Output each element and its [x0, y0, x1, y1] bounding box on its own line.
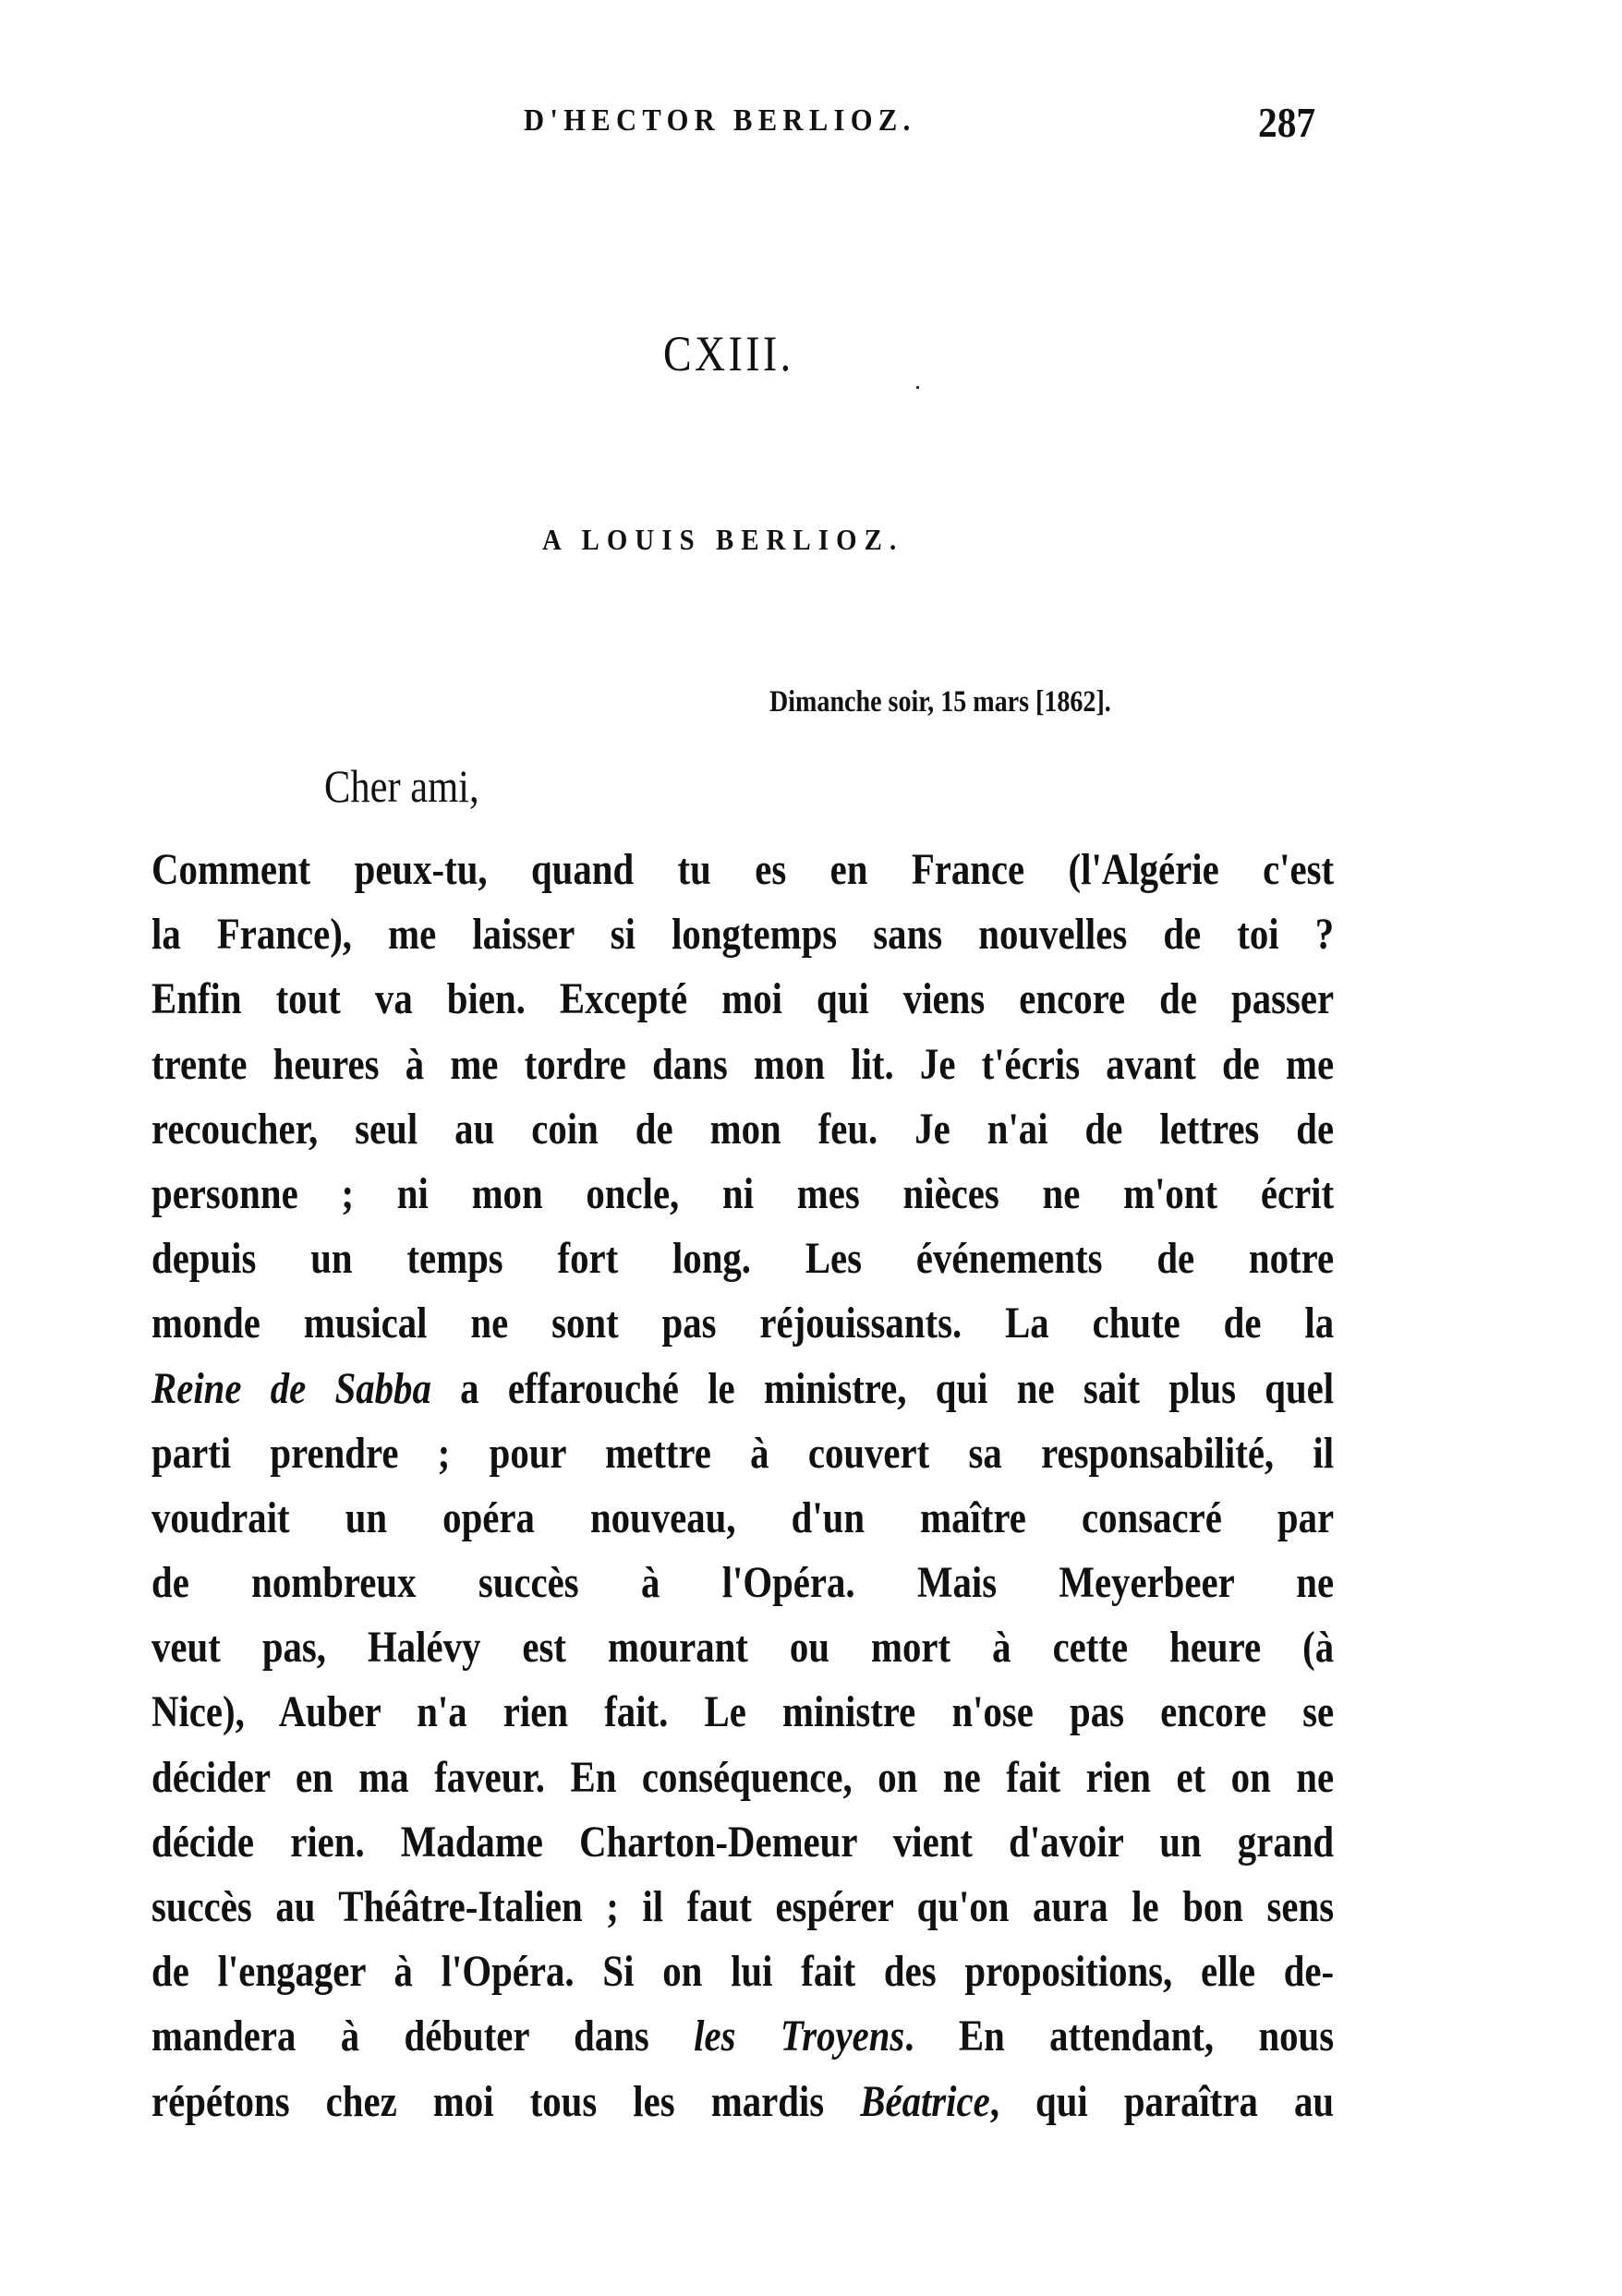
text-line	[151, 1486, 1334, 1551]
text-segment: . En attendant, nous	[904, 2012, 1335, 2061]
text-line	[151, 967, 1334, 1032]
letter-addressee: A LOUIS BERLIOZ.	[542, 523, 904, 556]
text-line	[151, 1810, 1334, 1875]
text-segment: veut pas, Halévy est mourant ou mort à cette heure (à	[151, 1623, 1335, 1673]
text-segment: décide rien. Madame Charton-Demeur vient d'avoir un grand	[151, 1817, 1335, 1867]
text-segment: mandera à débuter dans	[151, 2012, 695, 2061]
text-line	[151, 838, 1334, 902]
text-segment: succès au Théâtre-Italien ; il faut espérer qu'on aura le bon sens	[151, 1882, 1335, 1931]
text-segment: depuis un temps fort long. Les événements de notre	[151, 1234, 1335, 1284]
text-line	[151, 2070, 1334, 2134]
letter-number: CXIII.	[663, 326, 794, 381]
text-line	[151, 1162, 1334, 1227]
letter-date: Dimanche soir, 15 mars [1862].	[769, 685, 1111, 719]
text-segment: décider en ma faveur. En conséquence, on ne fait rien et on ne	[151, 1752, 1335, 1802]
text-segment: Nice), Auber n'a rien fait. Le ministre n'ose pas encore se	[151, 1687, 1335, 1737]
text-line	[151, 1033, 1334, 1097]
text-segment: voudrait un opéra nouveau, d'un maître consacré par	[151, 1492, 1335, 1542]
italic-title: Béatrice	[860, 2076, 990, 2126]
running-title: D'HECTOR BERLIOZ.	[524, 103, 916, 138]
text-segment: recoucher, seul au coin de mon feu. Je n'ai de lettres de	[151, 1104, 1335, 1154]
text-segment: trente heures à me tordre dans mon lit. Je t'écris avant de me	[151, 1039, 1335, 1089]
italic-title: Reine de Sabba	[151, 1363, 431, 1413]
text-segment: Comment peux-tu, quand tu es en France (l'Algérie c'est	[151, 845, 1335, 894]
text-segment: a effarouché le ministre, qui ne sait plus quel	[430, 1363, 1335, 1413]
letter-salutation: Cher ami,	[324, 760, 479, 812]
text-line	[151, 1097, 1334, 1162]
text-line	[151, 1357, 1334, 1421]
text-line	[151, 1680, 1334, 1745]
text-line	[151, 2004, 1334, 2069]
italic-title: les Troyens	[694, 2012, 905, 2061]
text-line	[151, 1227, 1334, 1291]
text-line	[151, 1291, 1334, 1356]
text-line	[151, 1615, 1334, 1680]
text-segment: , qui paraîtra au	[989, 2076, 1335, 2126]
text-segment: la France), me laisser si longtemps sans nouvelles de toi ?	[151, 910, 1335, 960]
text-line	[151, 1940, 1334, 2004]
text-segment: répétons chez moi tous les mardis	[151, 2076, 861, 2126]
text-line	[151, 1551, 1334, 1615]
text-line	[151, 902, 1334, 967]
text-segment: Enfin tout va bien. Excepté moi qui viens encore de passer	[151, 974, 1335, 1024]
text-line	[151, 1421, 1334, 1486]
text-segment: de nombreux succès à l'Opéra. Mais Meyerbeer ne	[151, 1558, 1335, 1608]
text-line	[151, 1746, 1334, 1810]
letter-body	[151, 838, 1334, 2134]
page-number: 287	[1258, 99, 1316, 146]
text-segment: parti prendre ; pour mettre à couvert sa responsabilité, il	[151, 1428, 1335, 1478]
text-segment: personne ; ni mon oncle, ni mes nièces ne m'ont écrit	[151, 1168, 1335, 1218]
text-segment: monde musical ne sont pas réjouissants. La chute de la	[151, 1299, 1335, 1348]
text-line	[151, 1875, 1334, 1940]
text-segment: de l'engager à l'Opéra. Si on lui fait des propositions, elle de-	[151, 1947, 1335, 1997]
speck	[916, 386, 919, 389]
